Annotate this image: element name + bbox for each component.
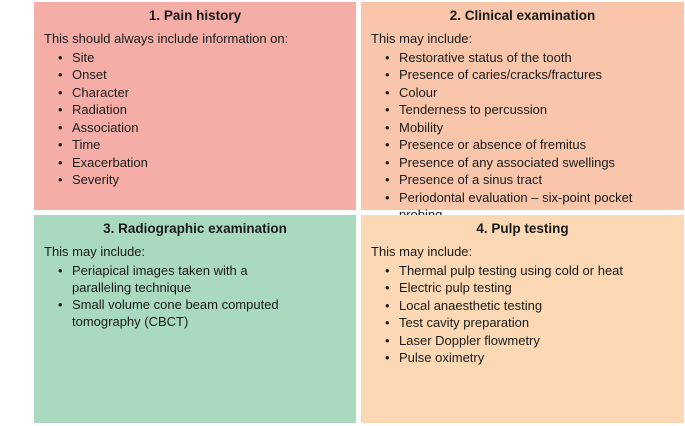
panel-pulp-testing xyxy=(361,215,684,423)
panel-clinical-examination xyxy=(361,2,684,210)
bullet-list xyxy=(371,49,674,224)
panel-pain-history xyxy=(34,2,356,210)
bullet-list xyxy=(371,262,674,367)
panel-intro: This may include: xyxy=(371,31,473,46)
list-item: • Colour xyxy=(385,84,674,102)
list-item: • Radiation xyxy=(58,101,346,119)
list-item: • Electric pulp testing xyxy=(385,279,674,297)
list-item: • Association xyxy=(58,119,346,137)
panel-intro: This may include: xyxy=(371,244,473,259)
list-item: • Time xyxy=(58,136,346,154)
panel-intro: This may include: xyxy=(44,244,146,259)
panel-title: 2. Clinical examination xyxy=(449,8,596,23)
list-item: • Presence of caries/cracks/fractures xyxy=(385,66,674,84)
list-item: • Test cavity preparation xyxy=(385,314,674,332)
list-item: • Thermal pulp testing using cold or heat xyxy=(385,262,674,280)
list-item: • Onset xyxy=(58,66,346,84)
list-item: • Presence of a sinus tract xyxy=(385,171,674,189)
diagnosis-grid xyxy=(34,2,684,423)
bullet-list xyxy=(44,262,346,330)
list-item: • Pulse oximetry xyxy=(385,349,674,367)
list-item: • Site xyxy=(58,49,346,67)
list-item: • Presence of any associated swellings xyxy=(385,154,674,172)
list-item: • Mobility xyxy=(385,119,674,137)
list-item: • Small volume cone beam computed tomography (CBCT) xyxy=(58,296,302,330)
panel-radiographic-examination xyxy=(34,215,356,423)
list-item: • Severity xyxy=(58,171,346,189)
panel-title: 3. Radiographic examination xyxy=(103,221,287,236)
list-item: • Tenderness to percussion xyxy=(385,101,674,119)
list-item: • Periapical images taken with a paralleling technique xyxy=(58,262,302,296)
list-item: • Exacerbation xyxy=(58,154,346,172)
list-item: • Presence or absence of fremitus xyxy=(385,136,674,154)
panel-title: 4. Pulp testing xyxy=(476,221,569,236)
list-item: • Local anaesthetic testing xyxy=(385,297,674,315)
list-item: • Periodontal evaluation – six-point pocket xyxy=(385,189,674,224)
panel-title: 1. Pain history xyxy=(148,8,242,23)
panel-intro: This should always include information on: xyxy=(44,31,289,46)
list-item: • Laser Doppler flowmetry xyxy=(385,332,674,350)
bullet-list xyxy=(44,49,346,189)
list-item: • Restorative status of the tooth xyxy=(385,49,674,67)
list-item: • Character xyxy=(58,84,346,102)
